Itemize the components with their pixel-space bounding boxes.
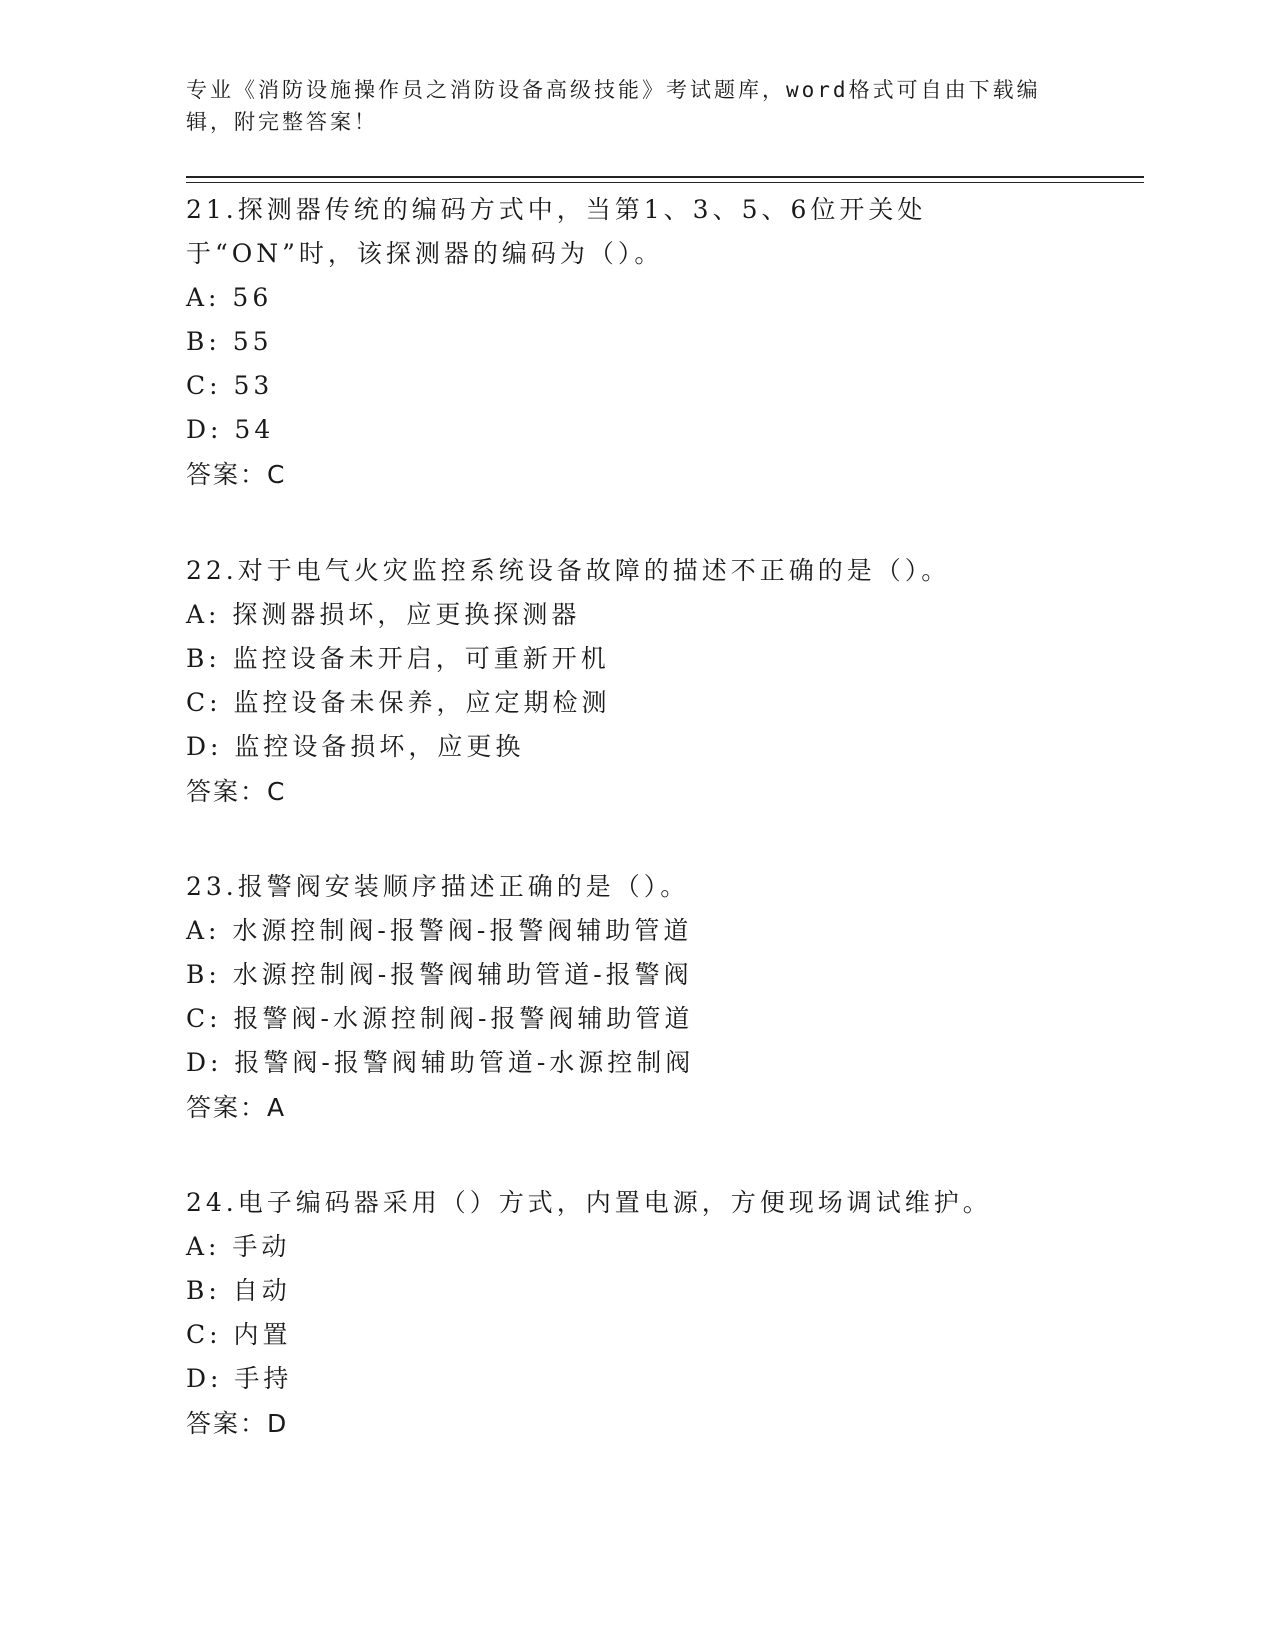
- option-d: D: 报警阀-报警阀辅助管道-水源控制阀: [186, 1048, 695, 1077]
- option-c: C: 53: [186, 371, 274, 400]
- question-stem: 24.电子编码器采用（）方式，内置电源，方便现场调试维护。: [186, 1188, 992, 1217]
- option-b: B: 自动: [186, 1276, 291, 1305]
- option-a: A: 水源控制阀-报警阀-报警阀辅助管道: [186, 916, 693, 945]
- question-stem: 22.对于电气火灾监控系统设备故障的描述不正确的是（）。: [186, 556, 951, 585]
- option-a: A: 56: [186, 283, 273, 312]
- question-stem: 21.探测器传统的编码方式中，当第1、3、5、6位开关处于“ON”时，该探测器的编码为（）。: [186, 195, 927, 268]
- option-a: A: 手动: [186, 1232, 291, 1261]
- document-header: 专业《消防设施操作员之消防设备高级技能》考试题库，word格式可自由下载编辑，附完整答案！: [186, 78, 1041, 134]
- option-b: B: 监控设备未开启，可重新开机: [186, 644, 610, 673]
- option-d: D: 手持: [186, 1364, 293, 1393]
- option-a: A: 探测器损坏，应更换探测器: [186, 600, 581, 629]
- option-d: D: 监控设备损坏，应更换: [186, 732, 525, 761]
- question-23: [186, 865, 1086, 1131]
- answer-label: 答案：A: [186, 1093, 287, 1122]
- question-24: [186, 1181, 1086, 1447]
- header-divider-thin: [186, 182, 1144, 183]
- answer-label: 答案：C: [186, 777, 287, 806]
- option-d: D: 54: [186, 415, 275, 444]
- option-b: B: 水源控制阀-报警阀辅助管道-报警阀: [186, 960, 693, 989]
- option-b: B: 55: [186, 327, 273, 356]
- option-c: C: 报警阀-水源控制阀-报警阀辅助管道: [186, 1004, 694, 1033]
- question-stem: 23.报警阀安装顺序描述正确的是（）。: [186, 872, 690, 901]
- question-21: [186, 188, 1086, 498]
- question-22: [186, 549, 1086, 815]
- option-c: C: 内置: [186, 1320, 292, 1349]
- answer-label: 答案：D: [186, 1409, 289, 1438]
- option-c: C: 监控设备未保养，应定期检测: [186, 688, 611, 717]
- answer-label: 答案：C: [186, 460, 287, 489]
- header-divider-thick: [186, 176, 1144, 178]
